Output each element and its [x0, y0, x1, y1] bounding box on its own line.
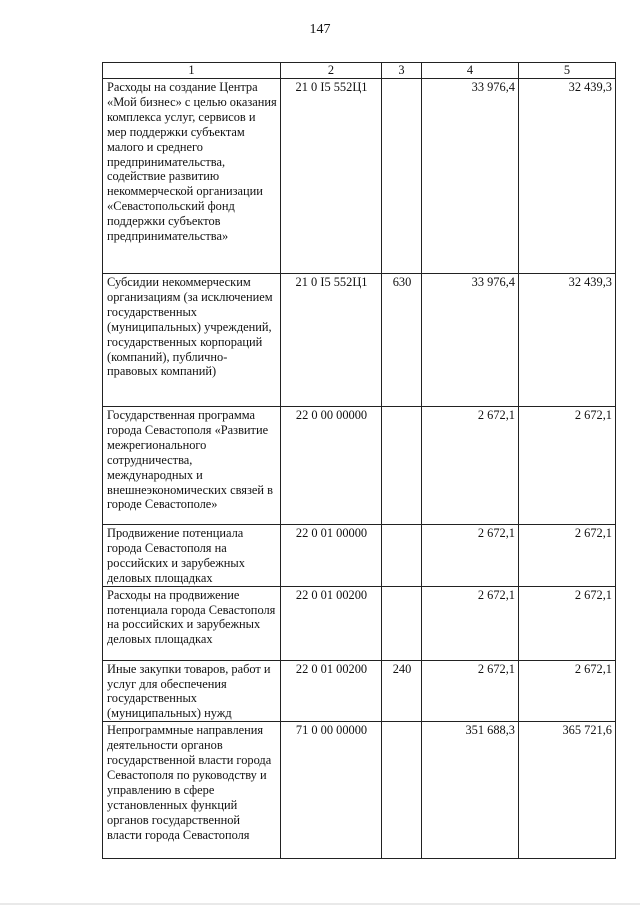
- column-number-4: 4: [422, 63, 519, 79]
- table-row: [103, 525, 616, 587]
- amount-column-5: 2 672,1: [519, 660, 616, 722]
- expense-name: Иные закупки товаров, работ и услуг для обеспечения государственных (муниципальных) нужд: [103, 660, 281, 722]
- amount-column-4: 2 672,1: [422, 525, 519, 587]
- table-row: [103, 660, 616, 722]
- expense-name: Субсидии некоммерческим организациям (за исключением государственных (муниципальных) учреждений, государственных корпораций (компаний), публично-правовых компаний): [103, 274, 281, 407]
- amount-column-5: 2 672,1: [519, 407, 616, 525]
- expense-type-code: [382, 79, 422, 274]
- page-number: 147: [309, 22, 331, 37]
- target-article-code: 22 0 01 00200: [281, 660, 382, 722]
- expense-name: Непрограммные направления деятельности органов государственной власти города Севастополя по руководству и управлению в сфере установленных функций органов государственной власти города Севастополя: [103, 722, 281, 859]
- target-article-code: 21 0 I5 552Ц1: [281, 274, 382, 407]
- amount-column-4: 2 672,1: [422, 586, 519, 660]
- amount-column-5: 2 672,1: [519, 586, 616, 660]
- amount-column-4: 33 976,4: [422, 274, 519, 407]
- target-article-code: 21 0 I5 552Ц1: [281, 79, 382, 274]
- amount-column-5: 2 672,1: [519, 525, 616, 587]
- table-row: [103, 586, 616, 660]
- expense-type-code: 240: [382, 660, 422, 722]
- expense-type-code: [382, 722, 422, 859]
- expense-type-code: [382, 525, 422, 587]
- column-number-1: 1: [103, 63, 281, 79]
- table-row: [103, 79, 616, 274]
- target-article-code: 22 0 01 00200: [281, 586, 382, 660]
- table-row: [103, 407, 616, 525]
- amount-column-4: 33 976,4: [422, 79, 519, 274]
- target-article-code: 22 0 00 00000: [281, 407, 382, 525]
- expense-type-code: 630: [382, 274, 422, 407]
- amount-column-4: 351 688,3: [422, 722, 519, 859]
- amount-column-5: 365 721,6: [519, 722, 616, 859]
- expense-name: Расходы на продвижение потенциала города Севастополя на российских и зарубежных деловых площадках: [103, 586, 281, 660]
- amount-column-4: 2 672,1: [422, 660, 519, 722]
- table-row: [103, 274, 616, 407]
- amount-column-5: 32 439,3: [519, 274, 616, 407]
- amount-column-5: 32 439,3: [519, 79, 616, 274]
- expense-type-code: [382, 586, 422, 660]
- target-article-code: 22 0 01 00000: [281, 525, 382, 587]
- column-number-2: 2: [281, 63, 382, 79]
- expense-name: Расходы на создание Центра «Мой бизнес» с целью оказания комплекса услуг, сервисов и мер поддержки субъектам малого и среднего предпринимательства, содействие развитию некоммерческой организации «Севастопольский фонд поддержки субъектов предпринимательства»: [103, 79, 281, 274]
- expense-type-code: [382, 407, 422, 525]
- amount-column-4: 2 672,1: [422, 407, 519, 525]
- budget-table: [102, 62, 616, 859]
- column-number-5: 5: [519, 63, 616, 79]
- expense-name: Государственная программа города Севастополя «Развитие межрегионального сотрудничества, международных и внешнеэкономических связей в городе Севастополе»: [103, 407, 281, 525]
- target-article-code: 71 0 00 00000: [281, 722, 382, 859]
- column-number-3: 3: [382, 63, 422, 79]
- table-row: [103, 722, 616, 859]
- column-number-row: [103, 63, 616, 79]
- expense-name: Продвижение потенциала города Севастополя на российских и зарубежных деловых площадках: [103, 525, 281, 587]
